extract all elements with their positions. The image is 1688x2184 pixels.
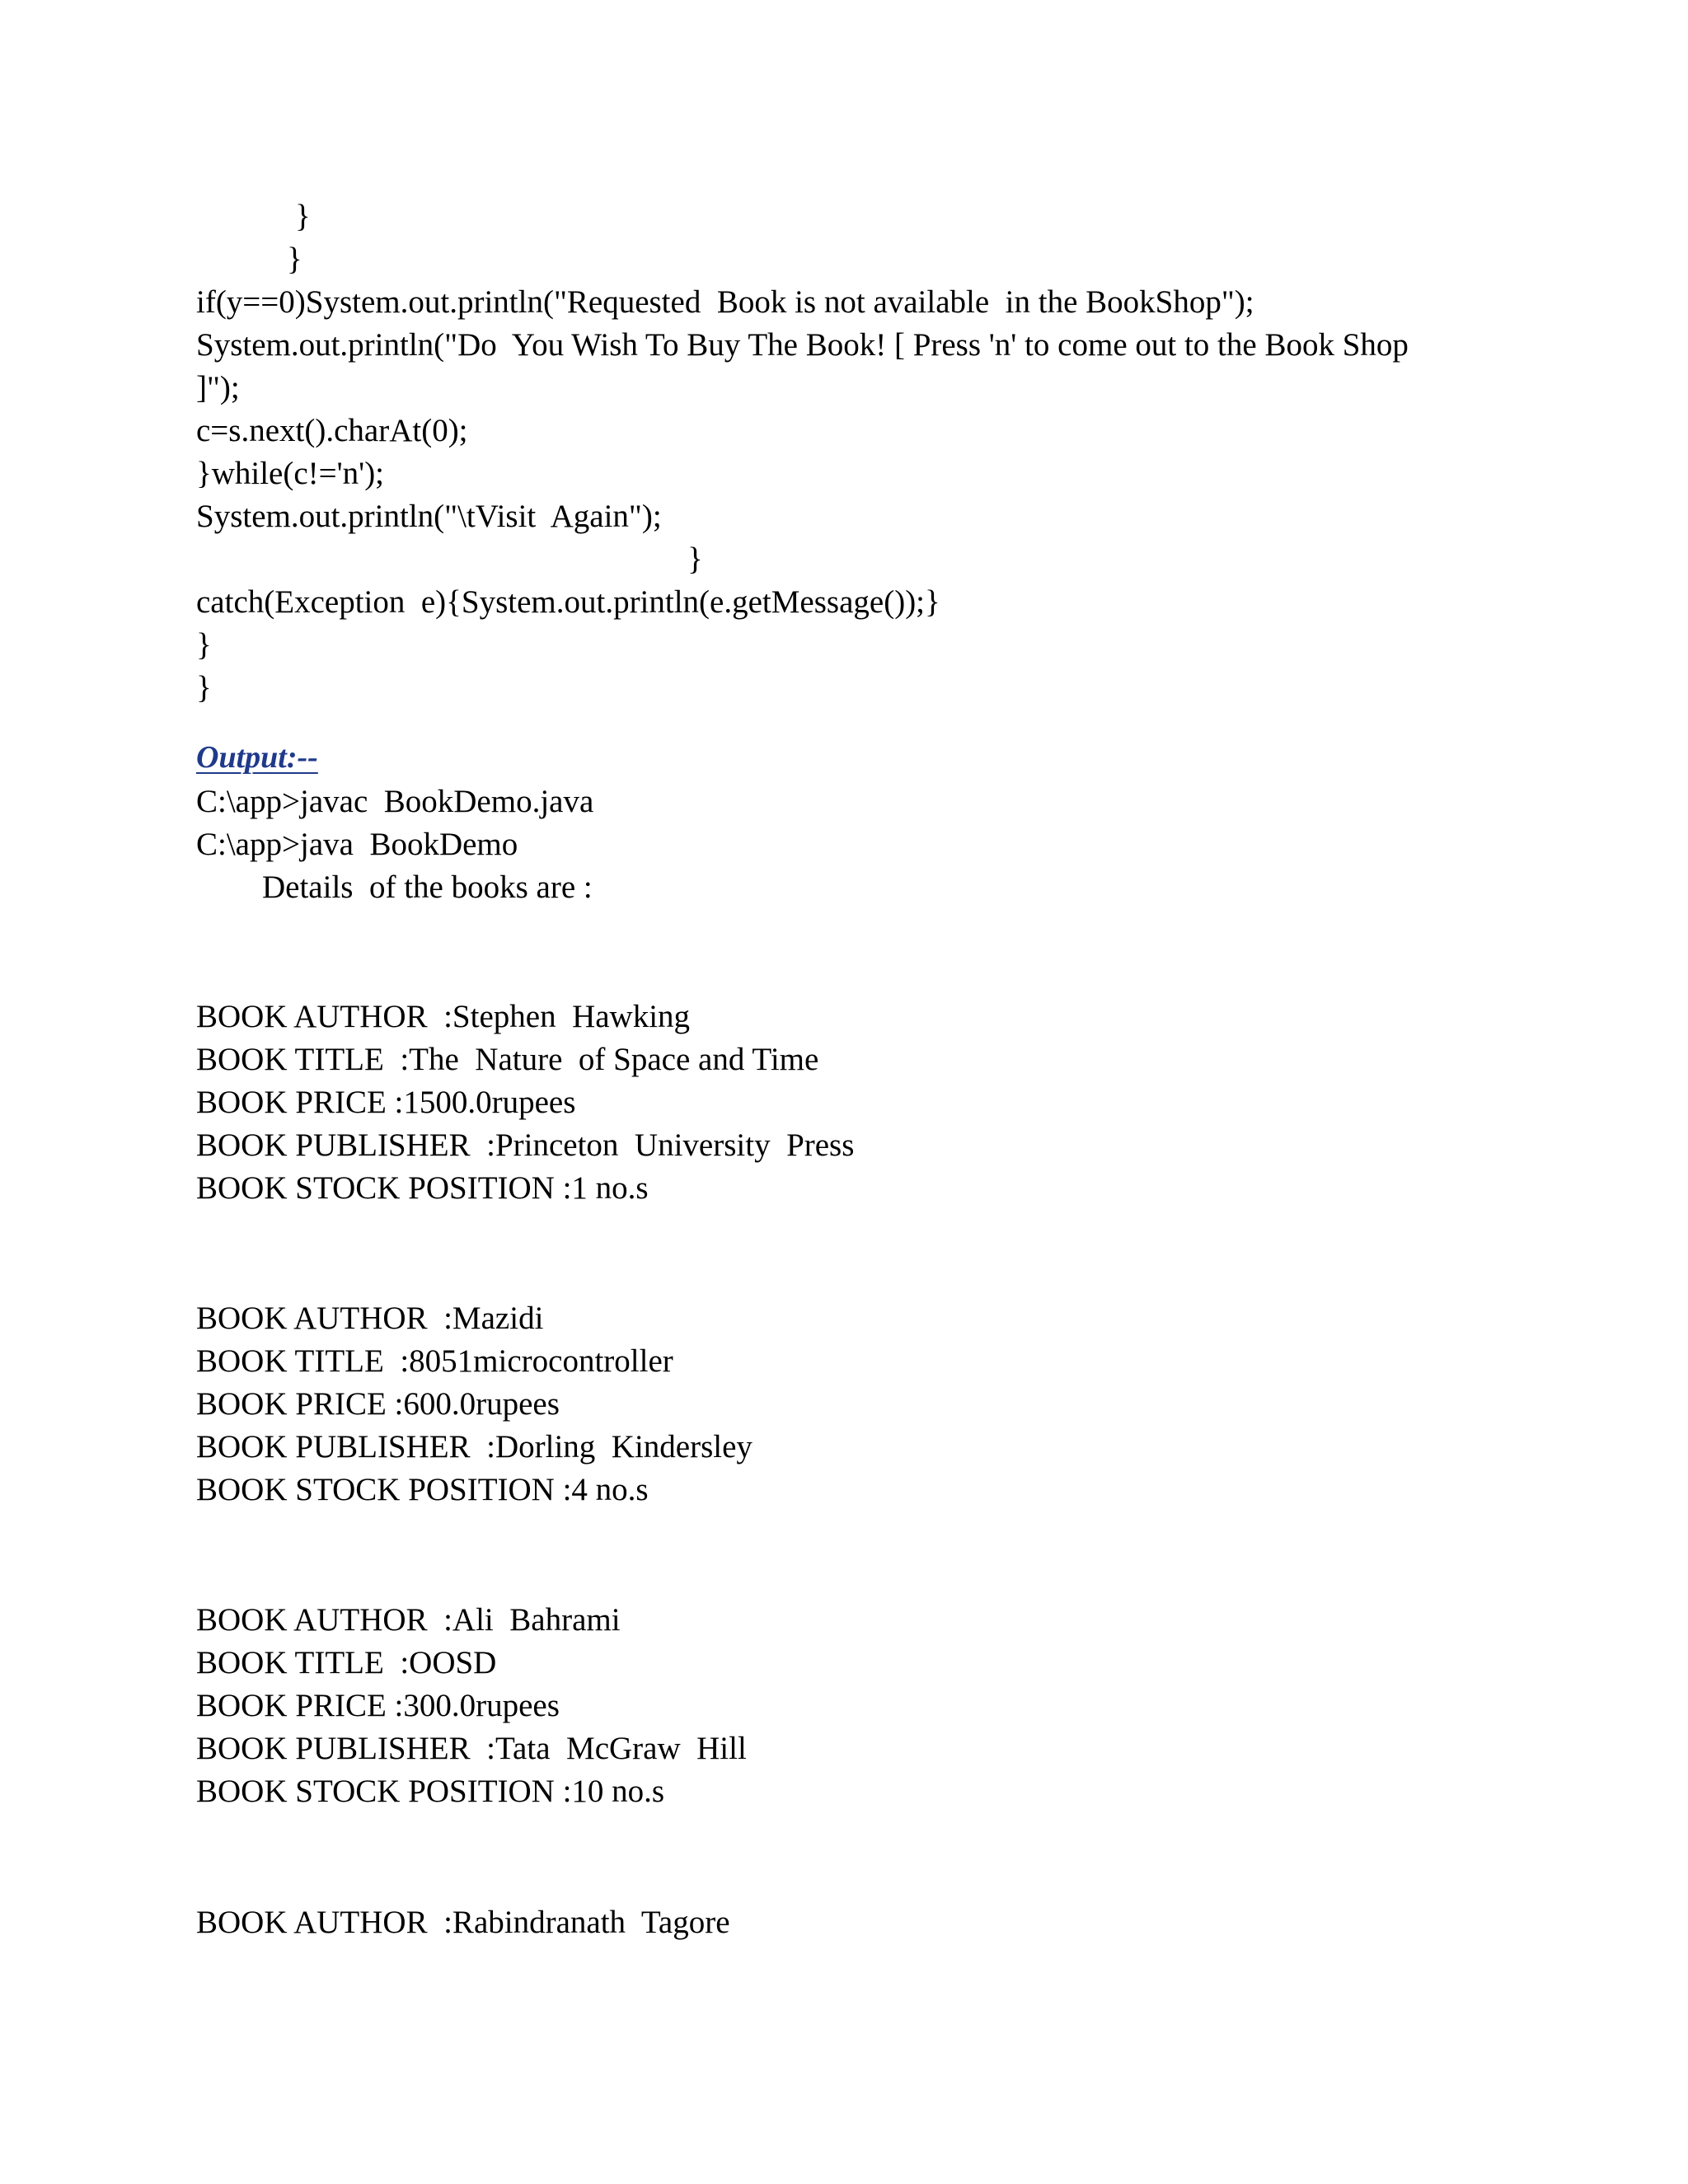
console-compile-command: C:\app>javac BookDemo.java xyxy=(196,784,594,819)
code-line-read-char: c=s.next().charAt(0); xyxy=(196,413,468,448)
book-author: BOOK AUTHOR :Mazidi xyxy=(196,1301,544,1336)
code-closing-brace: } xyxy=(687,541,703,577)
book-title: BOOK TITLE :OOSD xyxy=(196,1645,497,1680)
book-author: BOOK AUTHOR :Rabindranath Tagore xyxy=(196,1905,730,1940)
book-publisher: BOOK PUBLISHER :Dorling Kindersley xyxy=(196,1429,753,1465)
book-author: BOOK AUTHOR :Stephen Hawking xyxy=(196,999,691,1034)
book-title: BOOK TITLE :The Nature of Space and Time xyxy=(196,1042,819,1077)
code-closing-brace: } xyxy=(295,199,311,234)
code-line-while: }while(c!='n'); xyxy=(196,456,385,491)
code-line-println-prompt: System.out.println("Do You Wish To Buy The Book! [ Press 'n' to come out to the Book Shop xyxy=(196,327,1409,363)
output-heading: Output:-- xyxy=(196,740,318,775)
code-line-catch: catch(Exception e){System.out.println(e.getMessage());} xyxy=(196,584,940,620)
code-closing-brace: } xyxy=(196,627,212,663)
console-run-command: C:\app>java BookDemo xyxy=(196,827,518,862)
code-line-visit-again: System.out.println("\tVisit Again"); xyxy=(196,499,662,534)
book-publisher: BOOK PUBLISHER :Princeton University Press xyxy=(196,1127,855,1163)
book-title: BOOK TITLE :8051microcontroller xyxy=(196,1343,673,1379)
book-price: BOOK PRICE :1500.0rupees xyxy=(196,1085,576,1120)
book-stock: BOOK STOCK POSITION :4 no.s xyxy=(196,1472,649,1507)
code-line-if-not-available: if(y==0)System.out.println("Requested Book is not available in the BookShop"); xyxy=(196,284,1254,320)
book-publisher: BOOK PUBLISHER :Tata McGraw Hill xyxy=(196,1731,747,1766)
book-stock: BOOK STOCK POSITION :10 no.s xyxy=(196,1774,665,1809)
console-details-header: Details of the books are : xyxy=(262,869,593,905)
book-price: BOOK PRICE :300.0rupees xyxy=(196,1688,560,1723)
code-closing-brace: } xyxy=(196,670,212,705)
code-line-prompt-end: ]"); xyxy=(196,370,240,405)
code-closing-brace: } xyxy=(287,241,302,277)
book-stock: BOOK STOCK POSITION :1 no.s xyxy=(196,1170,649,1206)
book-author: BOOK AUTHOR :Ali Bahrami xyxy=(196,1602,621,1638)
book-price: BOOK PRICE :600.0rupees xyxy=(196,1386,560,1422)
